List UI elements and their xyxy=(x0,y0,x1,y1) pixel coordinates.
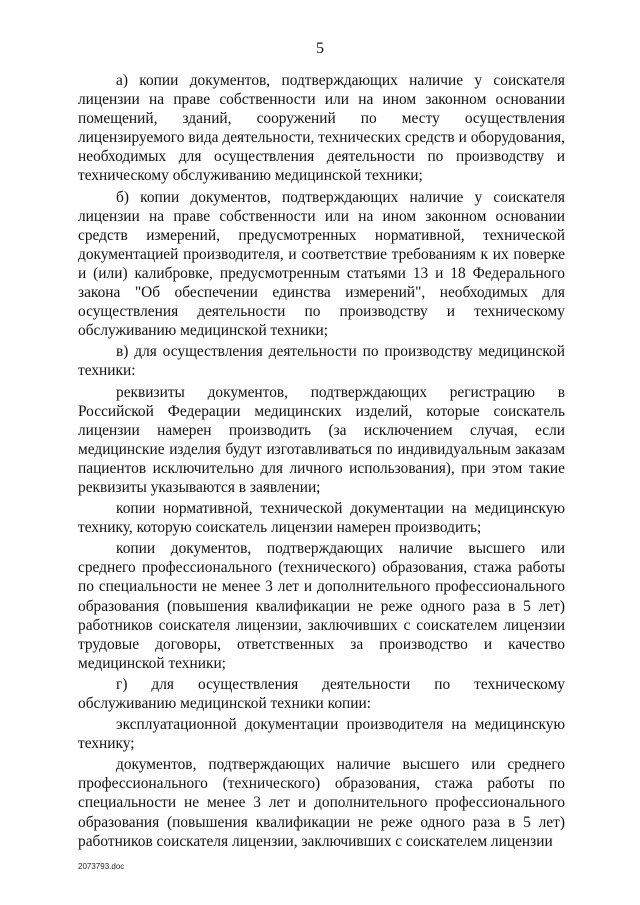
page-number: 5 xyxy=(316,40,324,57)
paragraph-v-normative-docs: копии нормативной, технической документации на медицинскую технику, которую соискатель лицензии намерен производить; xyxy=(78,500,565,537)
paragraph-g-education: документов, подтверждающих наличие высшего или среднего профессионального (технического) образования, стажа работы по специальности не менее 3 лет и дополнительного профессионального образования (повышения квалификации не реже одного раза в 5 лет) работников соискателя лицензии, заключивших с соискателем лицензии xyxy=(78,756,565,850)
paragraph-v: в) для осуществления деятельности по производству медицинской техники: xyxy=(78,343,565,380)
paragraph-g: г) для осуществления деятельности по техническому обслуживанию медицинской техники копии: xyxy=(78,675,565,712)
paragraph-v-education: копии документов, подтверждающих наличие высшего или среднего профессионального (технического) образования, стажа работы по специальности не менее 3 лет и дополнительного профессионального образования (повышения квалификации не реже одного раза в 5 лет) работников соискателя лицензии, заключивших с соискателем лицензии трудовые договоры, ответственных за производство и качество медицинской техники; xyxy=(78,540,565,672)
paragraph-b: б) копии документов, подтверждающих наличие у соискателя лицензии на праве собственности или на ином законном основании средств измерений, предусмотренных нормативной, технической документацией производителя, и соответствие требованиям к их поверке и (или) калибровке, предусмотренным статьями 13 и 18 Федерального закона "Об обеспечении единства измерений", необходимых для осуществления деятельности по производству и техническому обслуживанию медицинской техники; xyxy=(78,188,565,340)
paragraph-v-registration: реквизиты документов, подтверждающих регистрацию в Российской Федерации медицинских изделий, которые соискатель лицензии намерен производить (за исключением случая, если медицинские изделия будут изготавливаться по индивидуальным заказам пациентов исключительно для личного использования), при этом такие реквизиты указываются в заявлении; xyxy=(78,383,565,496)
paragraph-g-exploitation-docs: эксплуатационной документации производителя на медицинскую технику; xyxy=(78,716,565,753)
paragraph-a: а) копии документов, подтверждающих наличие у соискателя лицензии на праве собственности или на ином законном основании помещений, зданий, сооружений по месту осуществления лицензируемого вида деятельности, технических средств и оборудования, необходимых для осуществления деятельности по производству и техническому обслуживанию медицинской техники; xyxy=(78,72,565,185)
file-name-footer: 2073793.doc xyxy=(78,862,125,871)
document-body xyxy=(78,71,565,853)
